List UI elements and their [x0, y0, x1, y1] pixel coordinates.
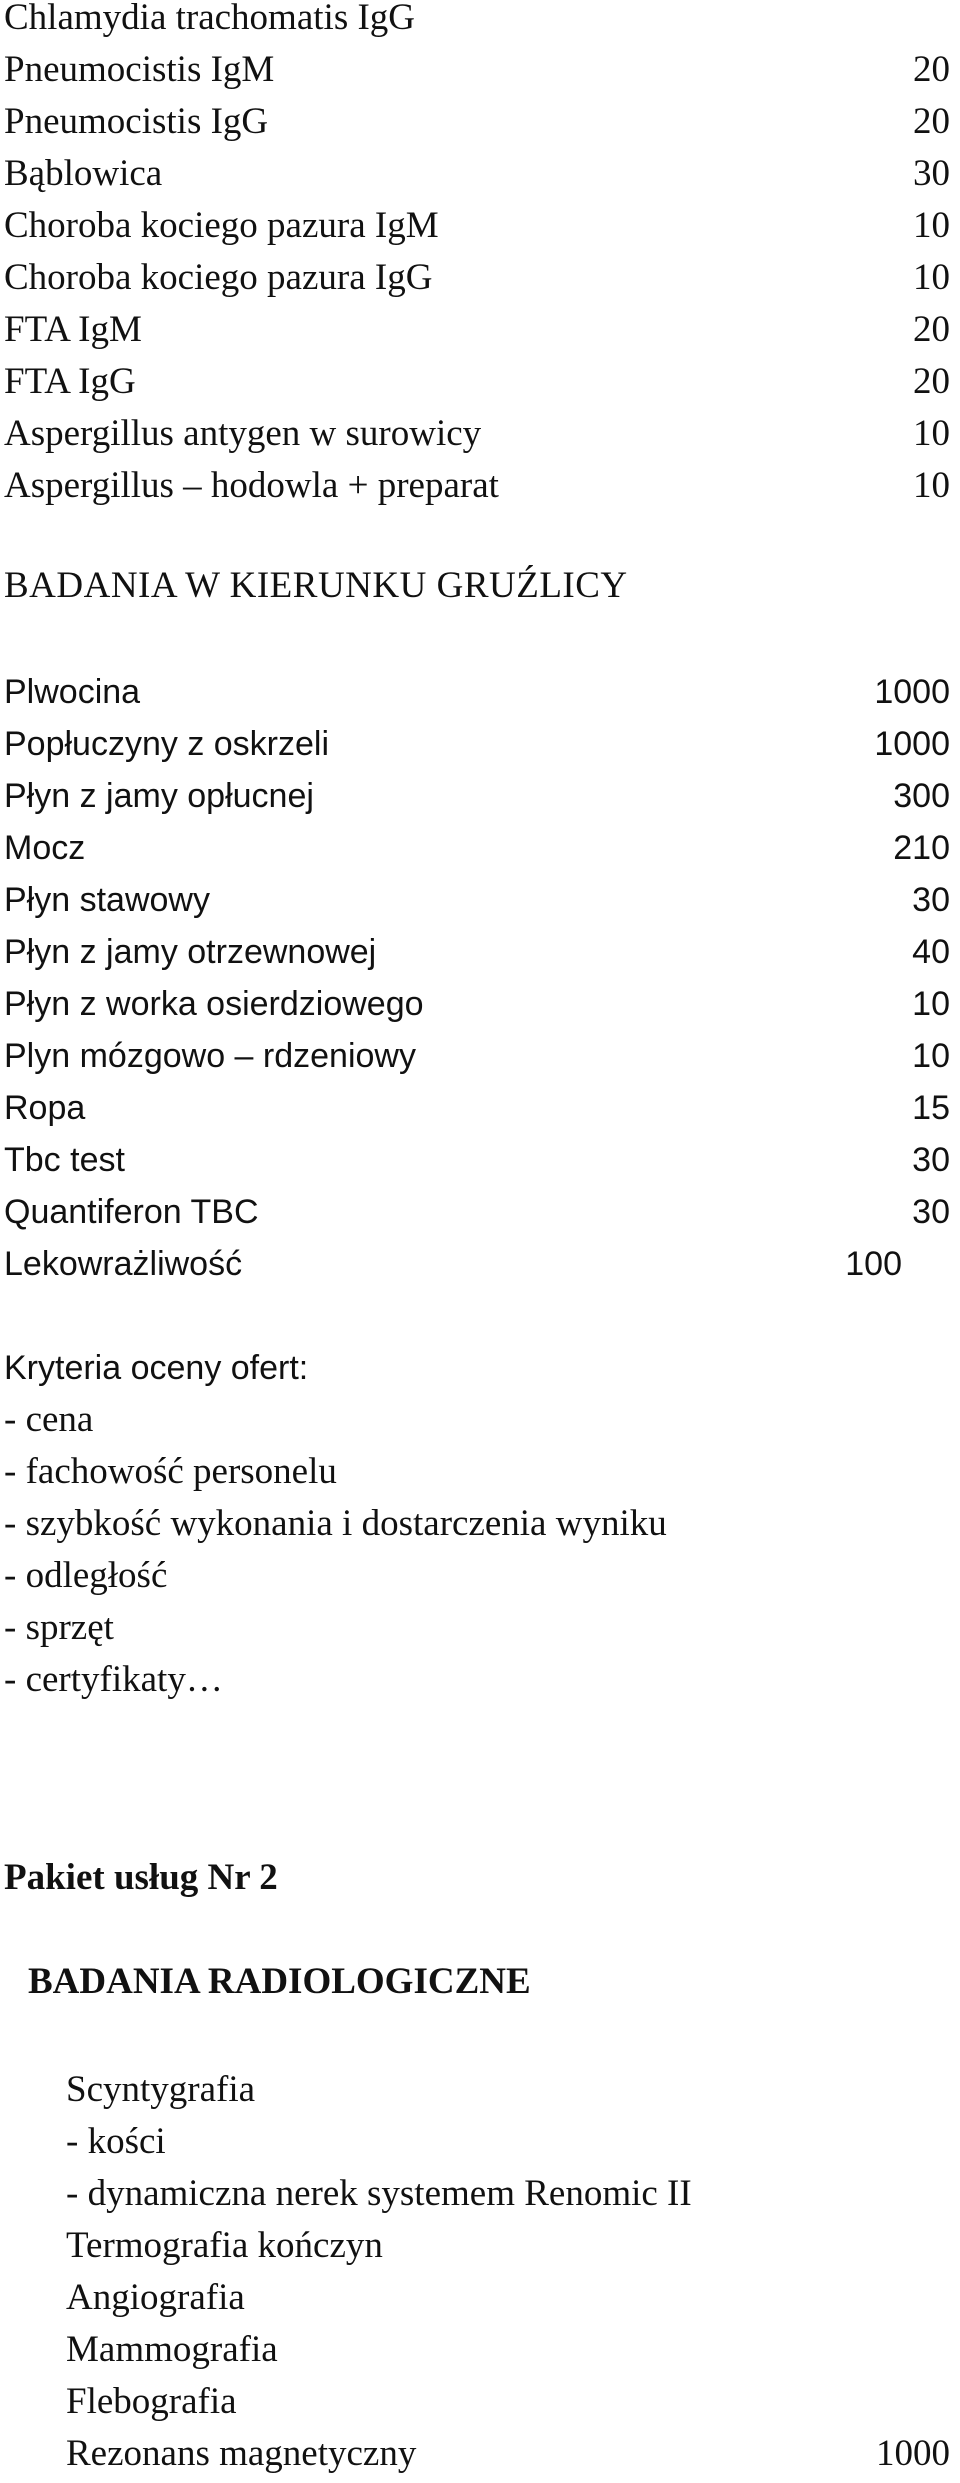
item-value: 20 [913, 361, 950, 402]
list-item [4, 1030, 950, 1082]
radiology-heading: BADANIA RADIOLOGICZNE [28, 1961, 531, 2002]
item-value: 30 [912, 881, 950, 919]
list-item [4, 874, 950, 926]
criteria-title: Kryteria oceny ofert: [4, 1349, 309, 1387]
item-value: 10 [913, 413, 950, 454]
item-value: 1000 [876, 2433, 950, 2474]
item-name: Scyntygrafia [66, 2069, 256, 2110]
item-name: Pneumocistis IgG [4, 101, 269, 142]
item-name: FTA IgM [4, 309, 142, 350]
list-item [4, 44, 950, 96]
item-name: Plwocina [4, 673, 141, 711]
item-name: Płyn z jamy opłucnej [4, 777, 314, 815]
item-name: Płyn z jamy otrzewnowej [4, 933, 377, 971]
item-value: 10 [913, 465, 950, 506]
list-item [4, 252, 950, 304]
list-item [4, 1186, 950, 1238]
criteria-item: - odległość [4, 1555, 168, 1596]
criteria-item: - fachowość personelu [4, 1451, 337, 1492]
item-value: 30 [913, 153, 950, 194]
item-value: 1000 [874, 725, 950, 763]
criteria-item: - certyfikaty… [4, 1659, 223, 1700]
item-value: 10 [913, 205, 950, 246]
item-name: Aspergillus – hodowla + preparat [4, 465, 499, 506]
list-item [4, 978, 950, 1030]
item-name: Rezonans magnetyczny [66, 2433, 417, 2474]
item-value: 30 [912, 1141, 950, 1179]
list-item [4, 1082, 950, 1134]
list-item [66, 2220, 950, 2272]
item-value: 10 [913, 257, 950, 298]
tb-section-heading: BADANIA W KIERUNKU GRUŹLICY [4, 565, 628, 606]
item-value: 40 [912, 933, 950, 971]
list-item [4, 822, 950, 874]
list-item [4, 0, 950, 44]
item-name: FTA IgG [4, 361, 136, 402]
list-item [66, 2116, 950, 2168]
list-item [66, 2168, 950, 2220]
item-name: Chlamydia trachomatis IgG [4, 0, 416, 38]
list-item [66, 2272, 950, 2324]
item-name: Angiografia [66, 2277, 245, 2318]
item-name: Mocz [4, 829, 86, 867]
list-item [4, 718, 950, 770]
item-name: Pneumocistis IgM [4, 49, 275, 90]
item-value: 210 [893, 829, 950, 867]
list-item [4, 926, 950, 978]
list-item [4, 356, 950, 408]
item-value: 1000 [874, 673, 950, 711]
list-item [4, 200, 950, 252]
item-name: Płyn z worka osierdziowego [4, 985, 424, 1023]
item-name: Popłuczyny z oskrzeli [4, 725, 330, 763]
item-value: 300 [893, 777, 950, 815]
list-item [4, 770, 950, 822]
list-item [4, 96, 950, 148]
package-title: Pakiet usług Nr 2 [4, 1857, 278, 1898]
list-item [66, 2324, 950, 2376]
list-item [66, 2064, 950, 2116]
list-item [66, 2428, 950, 2480]
item-name: - kości [66, 2121, 166, 2162]
criteria-item: - cena [4, 1399, 94, 1440]
criteria-item: - sprzęt [4, 1607, 114, 1648]
list-item [4, 666, 950, 718]
item-name: Ropa [4, 1089, 86, 1127]
item-value: 20 [913, 309, 950, 350]
item-value: 30 [912, 1193, 950, 1231]
item-value: 10 [912, 1037, 950, 1075]
list-item [4, 304, 950, 356]
item-value: 20 [913, 101, 950, 142]
item-name: Mammografia [66, 2329, 278, 2370]
item-name: Quantiferon TBC [4, 1193, 259, 1231]
item-value: 10 [912, 985, 950, 1023]
item-name: Choroba kociego pazura IgM [4, 205, 439, 246]
item-name: Aspergillus antygen w surowicy [4, 413, 482, 454]
item-name: Lekowrażliwość [4, 1245, 243, 1283]
item-name: Flebografia [66, 2381, 237, 2422]
list-item [4, 460, 950, 512]
item-name: Bąblowica [4, 153, 163, 194]
list-item [4, 408, 950, 460]
item-name: Choroba kociego pazura IgG [4, 257, 433, 298]
list-item [4, 1238, 950, 1290]
criteria-item: - szybkość wykonania i dostarczenia wyniku [4, 1503, 667, 1544]
item-value: 15 [912, 1089, 950, 1127]
item-name: Termografia kończyn [66, 2225, 383, 2266]
list-item [4, 148, 950, 200]
list-item [66, 2376, 950, 2428]
item-name: Plyn mózgowo – rdzeniowy [4, 1037, 416, 1075]
item-name: Płyn stawowy [4, 881, 210, 919]
item-value: 100 [845, 1245, 902, 1283]
list-item [4, 1134, 950, 1186]
item-name: Tbc test [4, 1141, 125, 1179]
item-name: - dynamiczna nerek systemem Renomic II [66, 2173, 692, 2214]
item-value: 20 [913, 49, 950, 90]
